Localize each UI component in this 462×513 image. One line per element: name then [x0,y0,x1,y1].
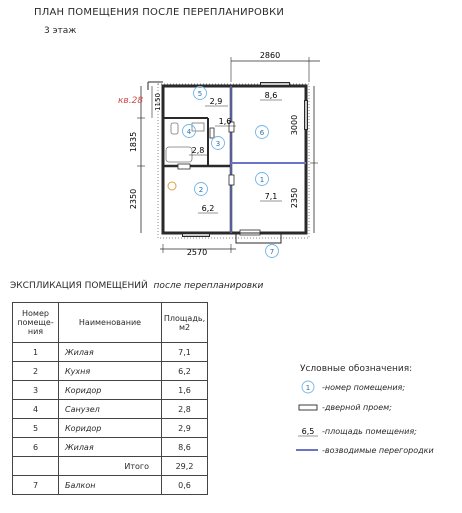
dim-right-lower-text: 2350 [290,187,299,209]
table-row [13,400,208,419]
row-name: Жилая [59,438,162,457]
row-number: 4 [13,400,59,419]
row-area: 2,9 [162,419,208,438]
row-name: Коридор [59,419,162,438]
col-header-area: Площадь, м2 [162,303,208,343]
room-5-area: 2,9 [209,97,223,106]
room-2-marker [195,183,208,196]
row-name: Жилая [59,343,162,362]
row-area: 2,8 [162,400,208,419]
bathtub-icon [166,147,192,162]
table-row [13,381,208,400]
col-header-number: Номер помеще- ния [13,303,59,343]
room-2-area: 6,2 [201,204,215,213]
legend-text-room-number: -номер помещения; [322,383,406,392]
row-name: Балкон [59,476,162,495]
explication-title-main: ЭКСПЛИКАЦИЯ ПОМЕЩЕНИЙ [10,281,148,291]
door-3 [229,175,234,185]
svg-text:6: 6 [259,129,265,137]
explication-table [12,302,208,495]
exterior-wall [163,86,306,233]
svg-text:3: 3 [215,140,221,148]
row-area: 8,6 [162,438,208,457]
row-number: 5 [13,419,59,438]
svg-text:1: 1 [305,384,311,392]
legend-title: Условные обозначения: [300,364,413,374]
toilet-icon [171,123,178,134]
legend-text-area: -площадь помещения; [322,427,417,436]
table-header-row [13,303,208,343]
legend-door-symbol [299,405,317,410]
table-row [13,419,208,438]
door-4 [178,164,190,169]
page-title: ПЛАН ПОМЕЩЕНИЯ ПОСЛЕ ПЕРЕПЛАНИРОВКИ [34,7,285,18]
room-1-marker [256,173,269,186]
row-area: 0,6 [162,476,208,495]
total-value: 29,2 [162,457,208,476]
room-3-marker [212,137,225,150]
exterior-hatch [158,84,309,238]
table-row [13,438,208,457]
explication-title-suffix: после перепланировки [153,281,264,291]
legend-text-partition: -возводимые перегородки [322,446,434,455]
dim-corridor-text: 1150 [154,93,162,111]
room-6-area: 8,6 [264,91,278,100]
row-area: 6,2 [162,362,208,381]
row-name: Кухня [59,362,162,381]
row-number: 3 [13,381,59,400]
room-5-marker [194,87,207,100]
row-name: Коридор [59,381,162,400]
explication-title [10,281,263,291]
table-row [13,343,208,362]
table-total-row [13,457,208,476]
dim-right-upper-text: 3000 [290,114,299,136]
svg-text:1: 1 [259,176,265,184]
dim-top-text: 2860 [259,51,281,60]
room-6-marker [256,126,269,139]
door-1 [210,128,214,138]
stove-icon [168,182,176,190]
room-3-area: 1,6 [218,117,232,126]
col-header-name: Наименование [59,303,162,343]
floor-label: 3 этаж [44,26,77,36]
legend-area-symbol: 6,5 [301,427,315,436]
room-7-marker [266,245,279,258]
svg-text:4: 4 [186,128,192,136]
row-number: 7 [13,476,59,495]
dim-bottom-text: 2570 [186,248,208,257]
total-empty-cell [13,457,59,476]
dim-left-upper-text: 1835 [129,131,138,153]
legend-text-door: -дверной проем; [322,403,392,412]
row-name: Санузел [59,400,162,419]
row-number: 2 [13,362,59,381]
svg-text:7: 7 [269,248,275,256]
row-area: 1,6 [162,381,208,400]
svg-text:5: 5 [197,90,203,98]
room-4-area: 2,8 [191,146,205,155]
row-number: 1 [13,343,59,362]
row-area: 7,1 [162,343,208,362]
svg-text:2: 2 [198,186,204,194]
table-row [13,362,208,381]
total-label: Итого [59,457,162,476]
apartment-label: кв.28 [118,96,144,106]
table-row-balcony [13,476,208,495]
dim-left-lower-text: 2350 [129,188,138,210]
row-number: 6 [13,438,59,457]
room-1-area: 7,1 [264,192,278,201]
